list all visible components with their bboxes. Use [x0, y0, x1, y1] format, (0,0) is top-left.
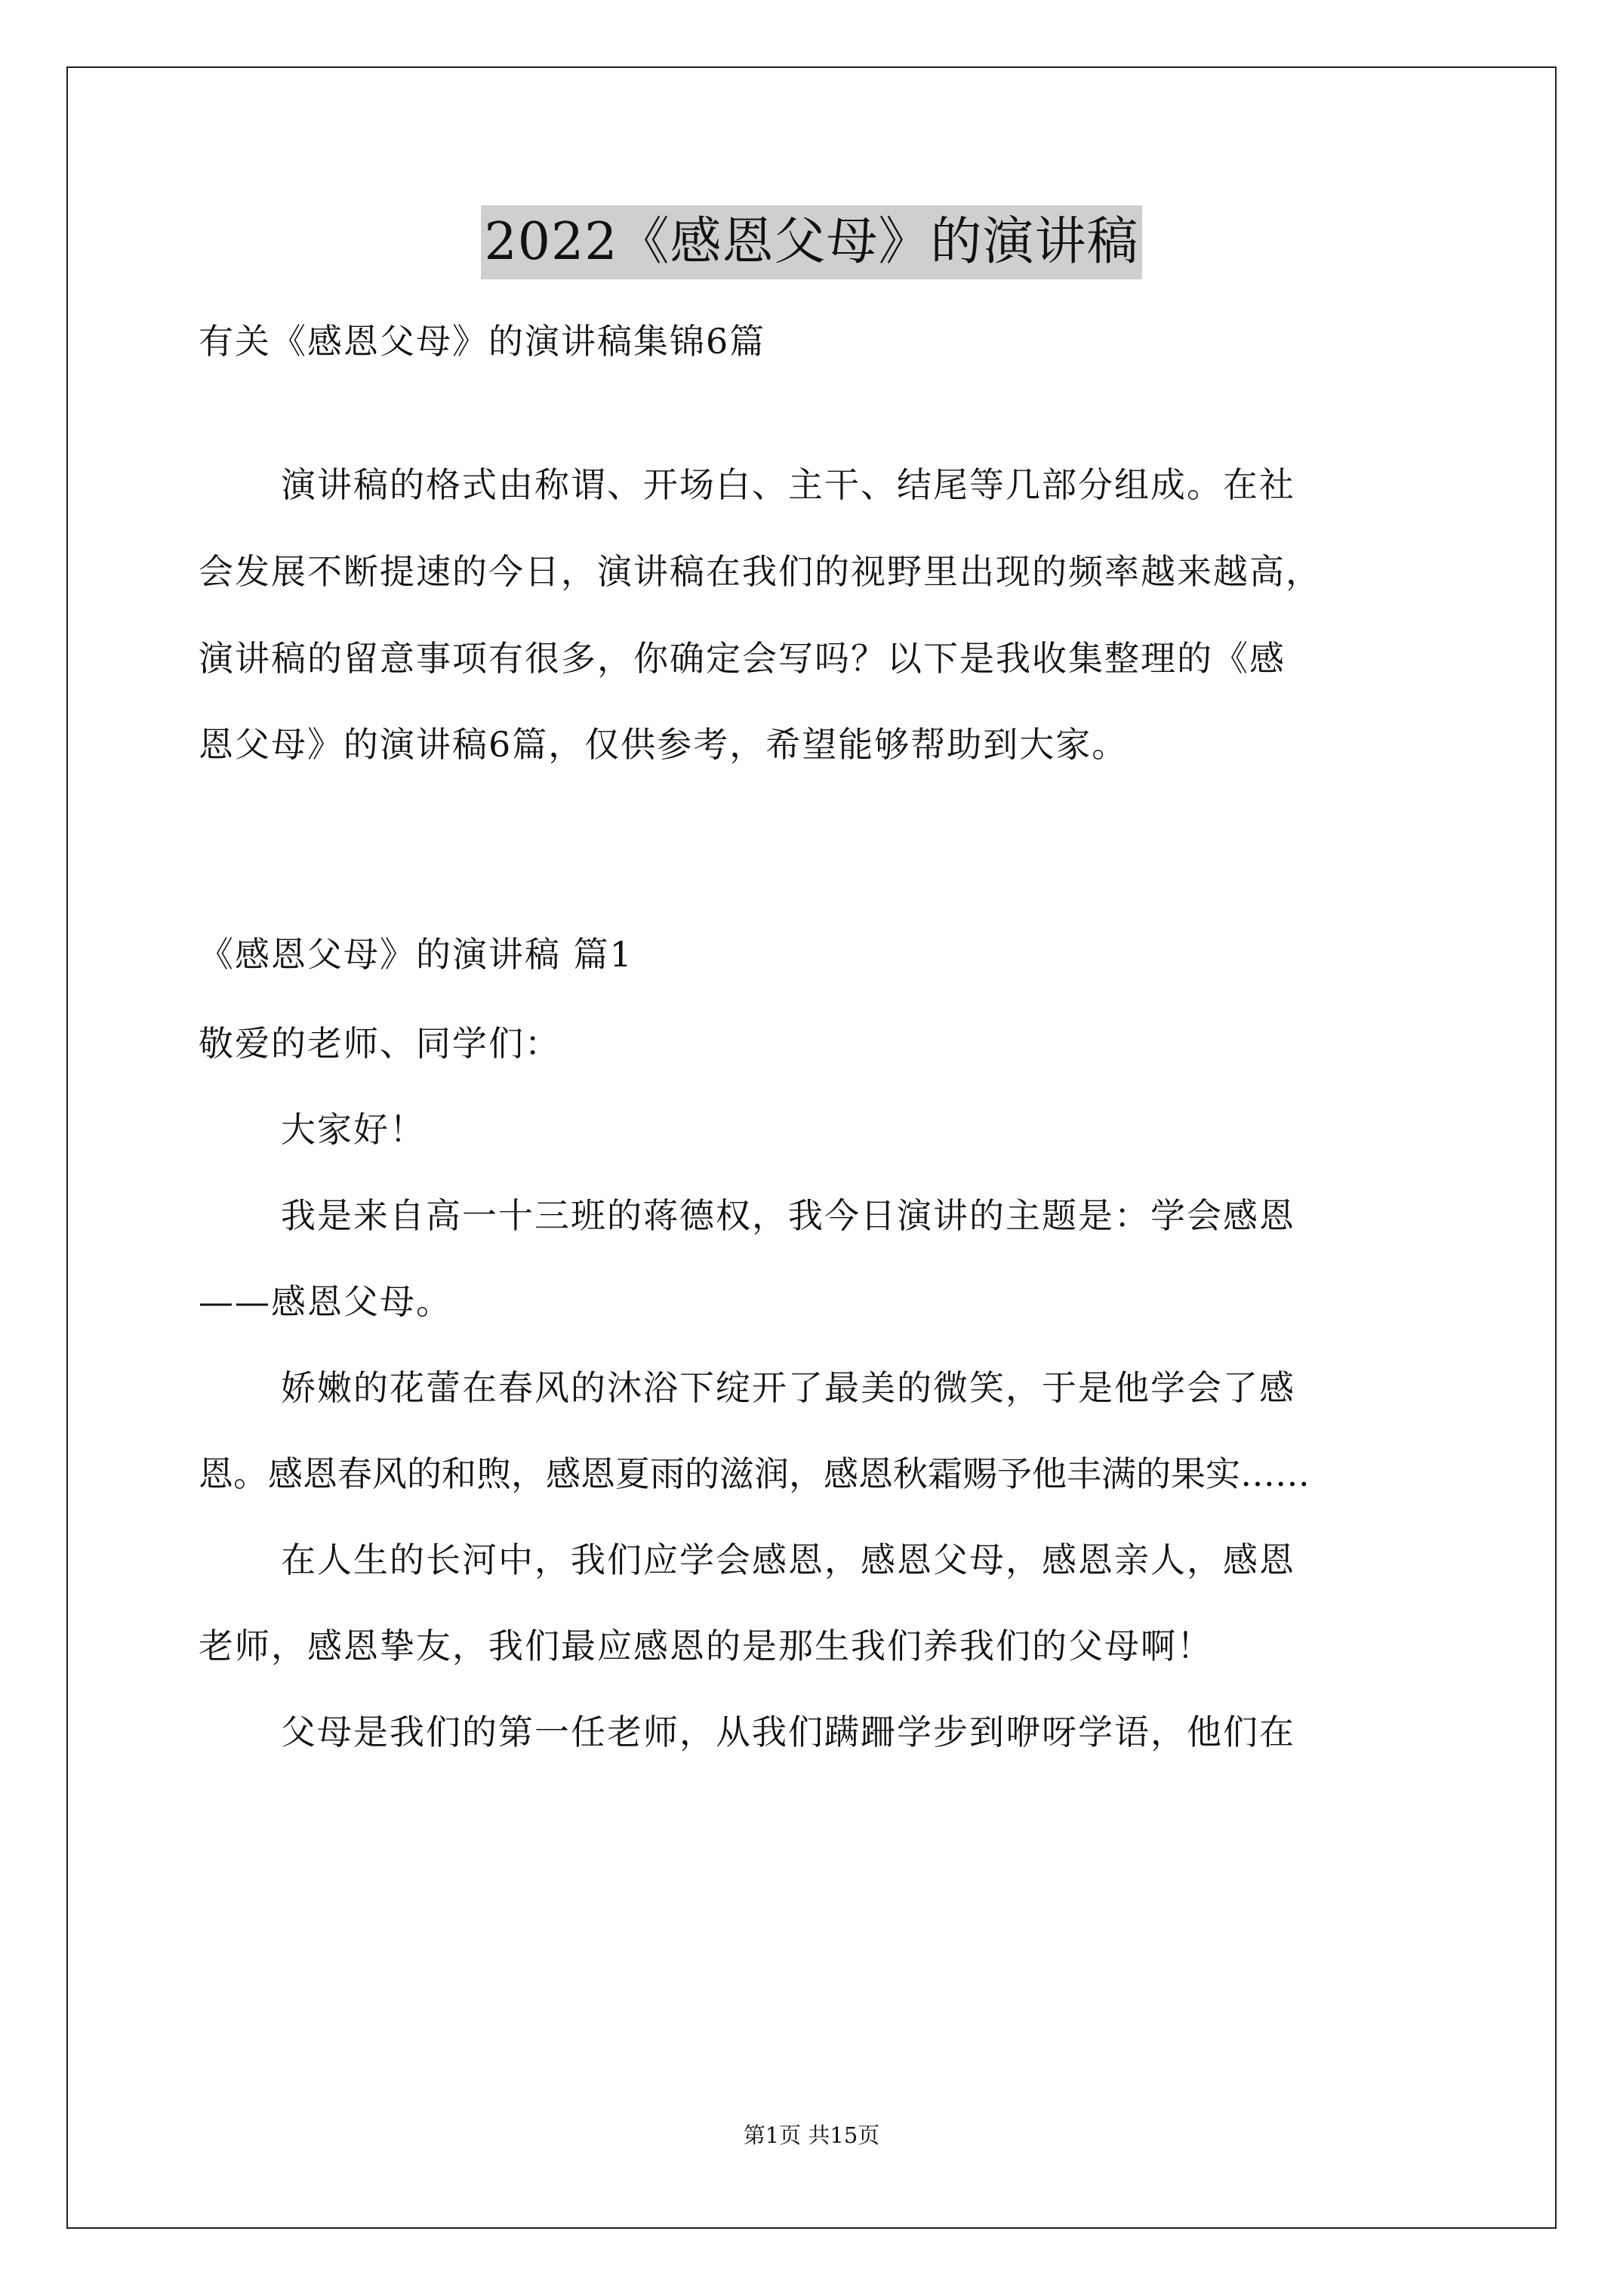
body-line-2: ——感恩父母。 [199, 1281, 452, 1322]
intro-line-3: 演讲稿的留意事项有很多，你确定会写吗？以下是我收集整理的《感 [199, 638, 1286, 679]
salutation-line: 敬爱的老师、同学们： [199, 1023, 561, 1064]
intro-line-2: 会发展不断提速的今日，演讲稿在我们的视野里出现的频率越来越高， [199, 551, 1322, 592]
section-heading: 《感恩父母》的演讲稿 篇1 [199, 934, 633, 975]
greeting-line: 大家好！ [281, 1109, 426, 1150]
page-footer: 第1页 共15页 [743, 2122, 880, 2148]
title-wrap [0, 205, 1623, 279]
body-line-5: 在人生的长河中，我们应学会感恩，感恩父母，感恩亲人，感恩 [281, 1539, 1295, 1580]
document-subtitle: 有关《感恩父母》的演讲稿集锦6篇 [199, 321, 766, 362]
intro-line-4: 恩父母》的演讲稿6篇，仅供参考，希望能够帮助到大家。 [199, 724, 1129, 765]
body-line-3: 娇嫩的花蕾在春风的沐浴下绽开了最美的微笑，于是他学会了感 [281, 1367, 1295, 1408]
body-line-7: 父母是我们的第一任老师，从我们蹒跚学步到咿呀学语，他们在 [281, 1712, 1295, 1752]
body-line-4: 恩。感恩春风的和煦，感恩夏雨的滋润，感恩秋霜赐予他丰满的果实…… [199, 1453, 1310, 1494]
body-line-1: 我是来自高一十三班的蒋德权，我今日演讲的主题是：学会感恩 [281, 1195, 1295, 1236]
body-line-6: 老师，感恩挚友，我们最应感恩的是那生我们养我们的父母啊！ [199, 1626, 1213, 1666]
intro-line-1: 演讲稿的格式由称谓、开场白、主干、结尾等几部分组成。在社 [281, 464, 1295, 505]
document-title: 2022《感恩父母》的演讲稿 [481, 205, 1141, 279]
